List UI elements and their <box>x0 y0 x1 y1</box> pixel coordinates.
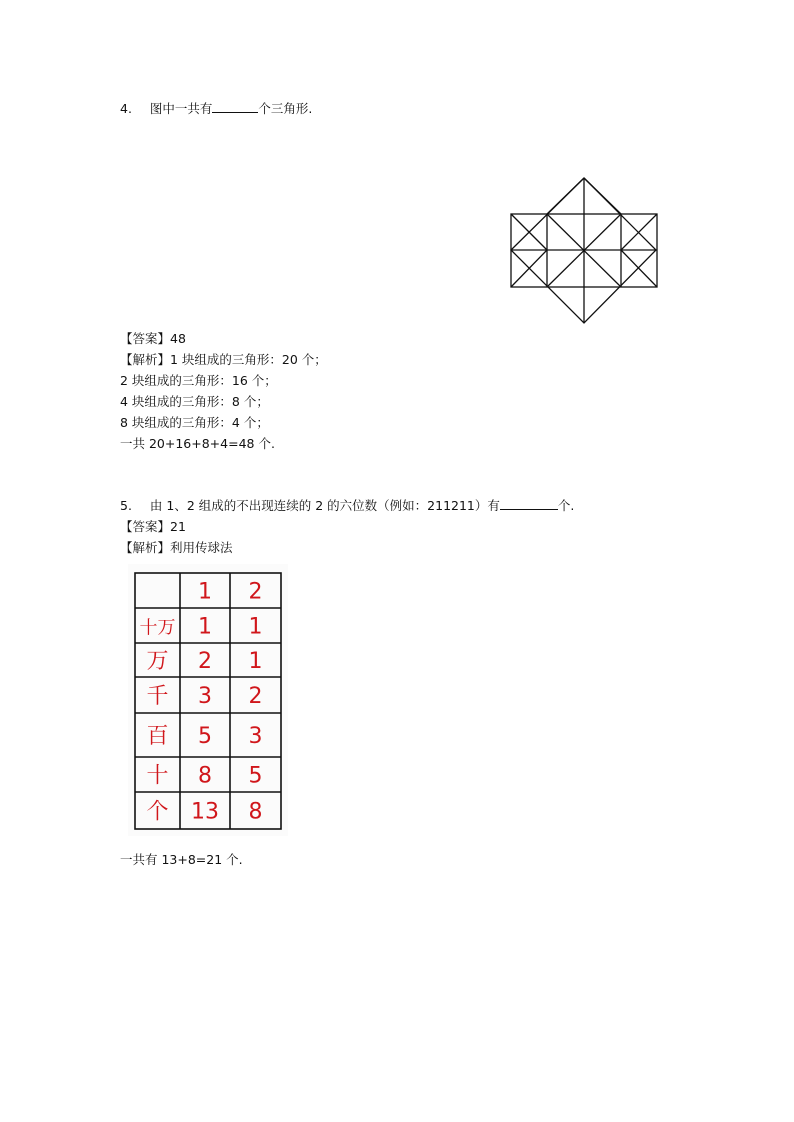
q4-analysis-3: 4 块组成的三角形：8 个； <box>120 394 269 409</box>
table-cell: 13 <box>191 799 219 825</box>
q4-question <box>120 100 312 118</box>
table-cell: 2 <box>248 684 263 709</box>
q5-text-after: 个. <box>557 498 575 513</box>
q5-answer-blank <box>500 497 558 510</box>
q5-analysis: 【解析】利用传球法 <box>120 540 233 555</box>
table-cell: 百 <box>146 724 169 749</box>
table-header-cell: 2 <box>248 579 263 605</box>
q5-question <box>120 497 574 515</box>
q5-text-before: 由 1、2 组成的不出现连续的 2 的六位数（例如：211211）有 <box>149 498 500 513</box>
table-cell: 5 <box>248 763 263 789</box>
table-cell: 8 <box>248 799 263 825</box>
q5-conclusion: 一共有 13+8=21 个. <box>120 852 243 867</box>
table-cell: 个 <box>146 799 169 825</box>
table-cell: 2 <box>198 649 212 674</box>
q4-analysis-4: 8 块组成的三角形：4 个； <box>120 415 269 430</box>
q4-number: 4. <box>120 101 132 116</box>
q4-text-before: 图中一共有 <box>149 101 213 116</box>
q5-answer: 【答案】21 <box>120 519 186 534</box>
table-cell: 十万 <box>139 617 176 639</box>
handwritten-table <box>128 564 288 836</box>
q4-analysis-2: 2 块组成的三角形：16 个； <box>120 373 277 388</box>
q4-answer: 【答案】48 <box>120 331 186 346</box>
triangle-figure <box>508 176 660 328</box>
q4-answer-blank <box>212 100 258 113</box>
q4-analysis-5: 一共 20+16+8+4=48 个. <box>120 436 275 451</box>
table-header-cell: 1 <box>198 579 212 605</box>
table-cell: 万 <box>146 649 169 674</box>
table-cell: 千 <box>146 684 169 709</box>
table-cell: 3 <box>198 684 212 709</box>
q4-text-after: 个三角形. <box>258 101 313 116</box>
table-cell: 1 <box>248 649 263 674</box>
table-cell: 3 <box>248 724 263 749</box>
table-cell: 1 <box>248 614 263 640</box>
table-cell: 8 <box>198 763 212 789</box>
q4-analysis-1: 【解析】1 块组成的三角形：20 个； <box>120 352 327 367</box>
table-cell: 1 <box>198 614 212 640</box>
table-cell: 5 <box>198 724 212 749</box>
table-cell: 十 <box>146 763 169 789</box>
q5-number: 5. <box>120 498 132 513</box>
